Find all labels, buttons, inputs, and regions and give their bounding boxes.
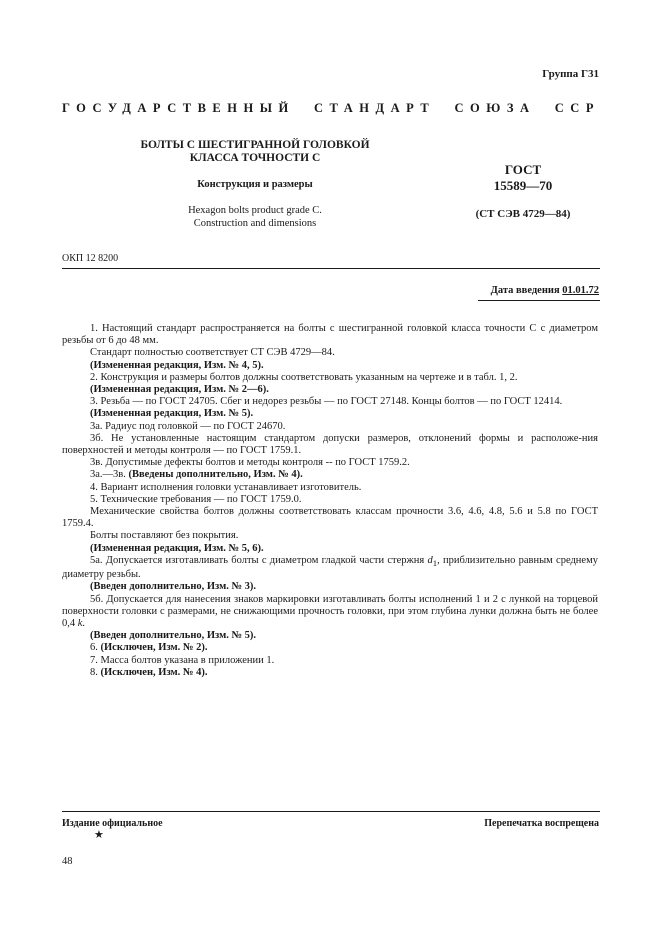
state-standard-heading	[62, 101, 600, 116]
paragraph-text: 5а. Допускается изготавливать болты с диаметром гладкой части стержня	[90, 554, 428, 566]
body-paragraph	[62, 347, 598, 359]
paragraph-text: (Введен дополнительно, Изм. № 3).	[90, 581, 257, 593]
paragraph-text: 3в. Допустимые дефекты болтов и методы контроля -- по ГОСТ 1759.2.	[90, 457, 410, 469]
page-number: 48	[62, 856, 73, 867]
paragraph-text: Болты поставляют без покрытия.	[90, 530, 239, 542]
paragraph-text: (Исключен, Изм. № 4).	[100, 666, 208, 678]
body-paragraph	[62, 506, 598, 530]
paragraph-text: Механические свойства болтов должны соответствовать классам прочности 3.6, 4.6, 4.8, 5.6 и 5.8 по ГОСТ 1759.4.	[62, 506, 598, 530]
body-paragraph	[62, 396, 598, 408]
body-paragraph	[62, 469, 598, 481]
gost-equivalent: (СТ СЭВ 4729—84)	[475, 208, 571, 220]
effective-date-label: Дата введения	[490, 285, 563, 296]
body-paragraph	[62, 594, 598, 631]
title-line: КЛАССА ТОЧНОСТИ С	[189, 152, 321, 164]
paragraph-text: 5б. Допускается для нанесения знаков маркировки изготавливать болты исполнений 1 и 2 с лункой на торцевой поверхности головки с размерами, не снижающими прочность головки, при этом глубина лунки должна быть не более 0,4	[62, 593, 598, 629]
body-paragraph	[62, 421, 598, 433]
title-block	[120, 139, 390, 230]
paragraph-text: (Введен дополнительно, Изм. № 5).	[90, 630, 257, 642]
state-word: ССР	[554, 101, 600, 115]
paragraph-text: 3а.—3в.	[90, 469, 129, 481]
state-word: СОЮЗА	[454, 101, 536, 115]
gost-label: ГОСТ	[504, 162, 542, 177]
gost-block	[448, 162, 598, 220]
paragraph-text: .	[82, 617, 86, 629]
title-line: БОЛТЫ С ШЕСТИГРАННОЙ ГОЛОВКОЙ	[140, 139, 370, 151]
effective-date	[491, 285, 599, 296]
document-body	[62, 323, 598, 679]
paragraph-text: 4. Вариант исполнения головки устанавливает изготовитель.	[90, 481, 362, 493]
body-paragraph	[62, 384, 598, 396]
paragraph-text: 3б. Не установленные настоящим стандартом допуски размеров, отклонений формы и расположе-ния поверхностей и методы контроля — по ГОСТ 1759.1.	[62, 432, 598, 457]
paragraph-text: (Измененная редакция, Изм. № 5).	[90, 408, 254, 420]
paragraph-text: (Исключен, Изм. № 2).	[100, 642, 208, 654]
body-paragraph	[62, 372, 598, 384]
body-paragraph	[62, 323, 598, 347]
paragraph-text: 7. Масса болтов указана в приложении 1.	[90, 654, 275, 666]
star-icon: ★	[94, 829, 104, 841]
divider	[62, 811, 600, 812]
body-paragraph	[62, 555, 598, 582]
body-paragraph	[62, 543, 598, 555]
body-paragraph	[62, 642, 598, 654]
body-paragraph	[62, 433, 598, 457]
paragraph-text: , приблизительно равным среднему диаметру резьбы.	[62, 554, 598, 581]
paragraph-text: Стандарт полностью соответствует СТ СЭВ 4729—84.	[90, 347, 335, 359]
body-paragraph	[62, 530, 598, 542]
paragraph-text: 3. Резьба — по ГОСТ 24705. Сбег и недорез резьбы — по ГОСТ 27148. Концы болтов — по ГОСТ 12414.	[90, 396, 563, 408]
body-paragraph	[62, 482, 598, 494]
english-title	[120, 204, 390, 230]
group-code: Группа Г31	[542, 68, 599, 80]
paragraph-text: (Введены дополнительно, Изм. № 4).	[128, 469, 303, 481]
document-subtitle: Конструкция и размеры	[197, 179, 313, 190]
body-paragraph	[62, 408, 598, 420]
paragraph-text: 1	[432, 557, 438, 568]
okp-code: ОКП 12 8200	[62, 253, 119, 264]
paragraph-text: 2. Конструкция и размеры болтов должны соответствовать указанным на чертеже и в табл. 1, 2.	[90, 371, 518, 383]
body-paragraph	[62, 581, 598, 593]
state-word: ГОСУДАРСТВЕННЫЙ	[62, 101, 295, 115]
paragraph-text: 5. Технические требования — по ГОСТ 1759.0.	[90, 493, 302, 505]
paragraph-text: (Измененная редакция, Изм. № 5, 6).	[90, 542, 264, 554]
effective-date-value: 01.01.72	[562, 285, 599, 296]
paragraph-text: (Измененная редакция, Изм. № 2—6).	[90, 384, 269, 396]
body-paragraph	[62, 360, 598, 372]
paragraph-text: k	[77, 617, 83, 629]
paragraph-text: 6.	[90, 642, 101, 654]
english-title-line: Hexagon bolts product grade С.	[188, 205, 322, 216]
body-paragraph	[62, 630, 598, 642]
body-paragraph	[62, 457, 598, 469]
paragraph-text: d	[427, 554, 433, 566]
body-paragraph	[62, 667, 598, 679]
english-title-line: Construction and dimensions	[193, 218, 317, 229]
body-paragraph	[62, 655, 598, 667]
paragraph-text: 1. Настоящий стандарт распространяется на болты с шестигранной головкой класса точности С с диаметром резьбы от 6 до 48 мм.	[62, 323, 598, 347]
paragraph-text: 8.	[90, 666, 101, 678]
reprint-notice: Перепечатка воспрещена	[484, 818, 599, 829]
divider	[62, 268, 600, 269]
body-paragraph	[62, 494, 598, 506]
state-word: СТАНДАРТ	[313, 101, 436, 115]
official-edition-label: Издание официальное	[62, 818, 163, 829]
gost-number: 15589—70	[493, 178, 553, 193]
paragraph-text: (Измененная редакция, Изм. № 4, 5).	[90, 359, 264, 371]
divider	[478, 300, 600, 301]
paragraph-text: 3а. Радиус под головкой — по ГОСТ 24670.	[90, 420, 286, 432]
document-title	[120, 139, 390, 165]
